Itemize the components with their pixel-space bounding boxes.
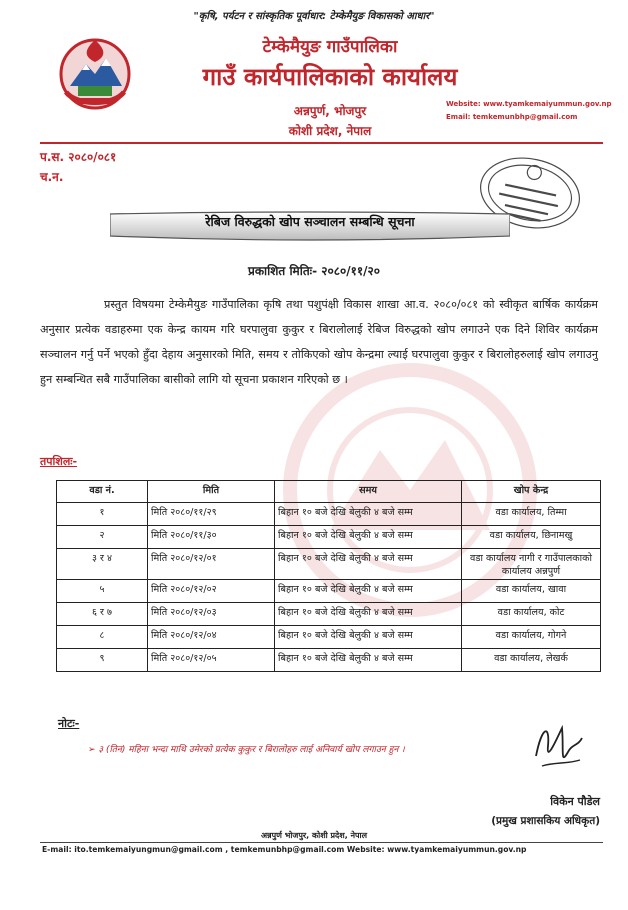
cell-centre: वडा कार्यालय, गोगने xyxy=(462,626,601,649)
notice-body: प्रस्तुत विषयमा टेम्केमैयुङ गाउँपालिका कृषि तथा पशुपंक्षी विकास शाखा आ.व. २०८०/०८१ को स्वीकृत बार्षिक कार्यक्रम अनुसार प्रत्येक वडाहरुमा एक केन्द्र कायम गरि घरपालुवा कुकुर र बिरालोलाई रेबिज विरुद्धको खोप लगाउने एक दिने शिविर कार्यक्रम सञ्चालन गर्नु पर्ने भएको हुँदा देहाय अनुसारको मिति, समय र तोकिएको खोप केन्द्रमा ल्याई घरपालुवा कुकुर र बिरालोहरुलाई खोप लगाउनु हुन सम्बन्धित सबै गाउँपालिका बासीको लागि यो सूचना प्रकाशन गरिएको छ । xyxy=(40,298,598,386)
note-text: ➢ ३ (तिन) महिना भन्दा माथि उमेरको प्रत्येक कुकुर र बिरालोहरु लाई अनिवार्य खोप लगाउन हुन । xyxy=(88,745,405,755)
header-time: समय xyxy=(275,481,462,503)
table-row xyxy=(57,526,601,549)
table-row xyxy=(57,549,601,580)
header-ward: वडा नं. xyxy=(57,481,148,503)
cell-date: मिति २०८०/१२/०३ xyxy=(148,603,275,626)
cell-time: बिहान १० बजे देखि बेलुकी ४ बजे सम्म xyxy=(275,603,462,626)
cell-ward: ९ xyxy=(57,649,148,672)
header-date: मिति xyxy=(148,481,275,503)
cell-time: बिहान १० बजे देखि बेलुकी ४ बजे सम्म xyxy=(275,549,462,580)
cell-date: मिति २०८०/११/२९ xyxy=(148,503,275,526)
signature-icon xyxy=(528,716,588,776)
office-name: गाउँ कार्यपालिकाको कार्यालय xyxy=(202,63,458,91)
footer-divider xyxy=(40,842,603,843)
cell-centre: वडा कार्यालय, खावा xyxy=(462,580,601,603)
note-heading: नोटः- xyxy=(58,717,80,730)
address-line-1: अन्नपुर्ण, भोजपुर xyxy=(293,104,367,118)
cell-ward: १ xyxy=(57,503,148,526)
slogan: "कृषि, पर्यटन र सांस्कृतिक पूर्वाधार: टेम्केमैयुङ विकासको आधार" xyxy=(193,11,435,22)
cell-time: बिहान १० बजे देखि बेलुकी ४ बजे सम्म xyxy=(275,649,462,672)
website-text: Website: www.tyamkemaiyummun.gov.np xyxy=(446,100,612,108)
notice-subject: रेबिज विरुद्धको खोप सञ्चालन सम्बन्धि सूचना xyxy=(205,214,415,229)
cell-centre: वडा कार्यालय, तिम्मा xyxy=(462,503,601,526)
cell-date: मिति २०८०/११/३० xyxy=(148,526,275,549)
officer-name: विकेन पौडेल xyxy=(550,795,600,808)
cell-ward: ३ र ४ xyxy=(57,549,148,580)
header-centre: खोप केन्द्र xyxy=(462,481,601,503)
footer-address: अन्नपुर्ण भोजपुर, कोशी प्रदेश, नेपाल xyxy=(260,831,368,840)
table-row xyxy=(57,603,601,626)
cell-ward: ६ र ७ xyxy=(57,603,148,626)
published-date: प्रकाशित मितिः- २०८०/११/२० xyxy=(248,264,380,278)
table-row xyxy=(57,649,601,672)
cell-time: बिहान १० बजे देखि बेलुकी ४ बजे सम्म xyxy=(275,580,462,603)
email-text: Email: temkemunbhp@gmail.com xyxy=(446,113,578,121)
cell-date: मिति २०८०/१२/०२ xyxy=(148,580,275,603)
cell-time: बिहान १० बजे देखि बेलुकी ४ बजे सम्म xyxy=(275,626,462,649)
cell-centre: वडा कार्यालय, छिनामखु xyxy=(462,526,601,549)
cell-centre: वडा कार्यालय, लेखर्क xyxy=(462,649,601,672)
vaccination-schedule-table xyxy=(56,480,601,672)
cell-date: मिति २०८०/१२/०५ xyxy=(148,649,275,672)
cell-centre: वडा कार्यालय, कोट xyxy=(462,603,601,626)
reference-number: प.स. २०८०/०८१ xyxy=(40,150,117,164)
dispatch-number: च.न. xyxy=(40,170,64,184)
table-row xyxy=(57,580,601,603)
cell-centre: वडा कार्यालय नागी र गाउँपालकाको कार्यालय अन्नपुर्ण xyxy=(462,549,601,580)
cell-time: बिहान १० बजे देखि बेलुकी ४ बजे सम्म xyxy=(275,503,462,526)
cell-ward: ८ xyxy=(57,626,148,649)
cell-date: मिति २०८०/१२/०१ xyxy=(148,549,275,580)
table-header-row xyxy=(57,481,601,503)
cell-date: मिति २०८०/१२/०४ xyxy=(148,626,275,649)
municipality-name: टेम्केमैयुङ गाउँपालिका xyxy=(262,37,398,57)
table-row xyxy=(57,626,601,649)
details-label: तपशिलः- xyxy=(40,455,78,468)
officer-title: (प्रमुख प्रशासकिय अधिकृत) xyxy=(491,815,600,827)
cell-time: बिहान १० बजे देखि बेलुकी ४ बजे सम्म xyxy=(275,526,462,549)
header-divider xyxy=(40,142,603,144)
cell-ward: ५ xyxy=(57,580,148,603)
address-line-2: कोशी प्रदेश, नेपाल xyxy=(288,124,372,138)
cell-ward: २ xyxy=(57,526,148,549)
nepal-emblem-icon xyxy=(56,34,134,112)
footer-contact: E-mail: ito.temkemaiyungmun@gmail.com , temkemunbhp@gmail.com Website: www.tyamkemaiyummun.gov.np xyxy=(42,845,527,854)
table-row xyxy=(57,503,601,526)
